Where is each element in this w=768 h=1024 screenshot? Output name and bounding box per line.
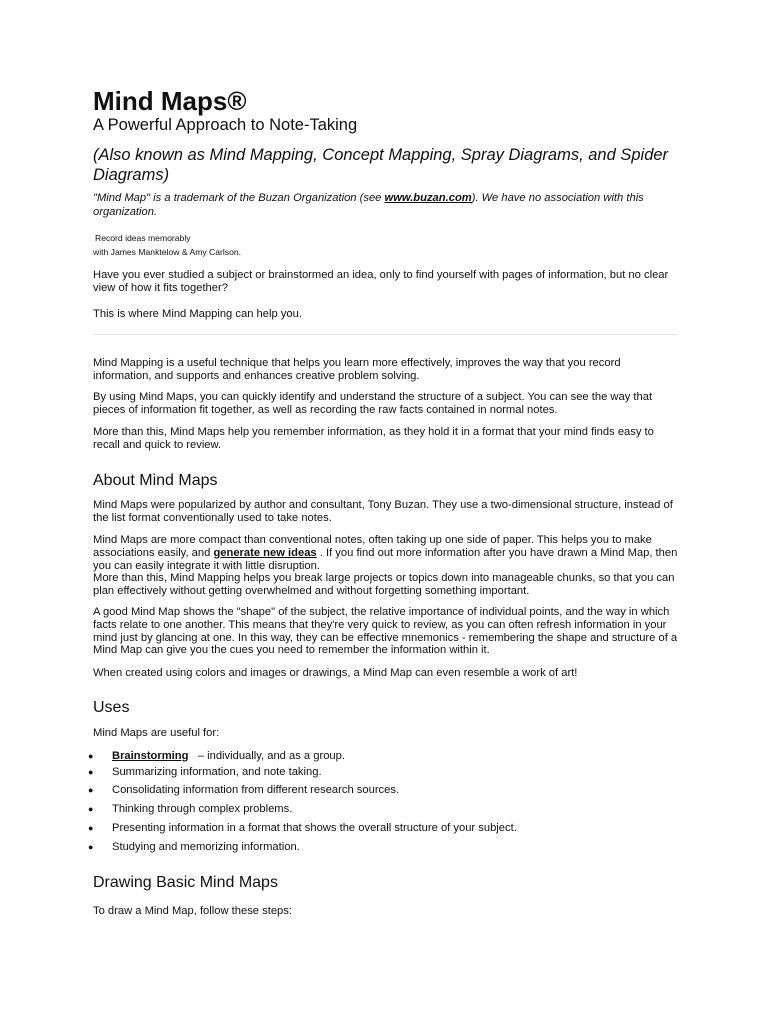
drawing-intro: To draw a Mind Map, follow these steps: xyxy=(93,905,292,917)
document-subtitle: A Powerful Approach to Note-Taking xyxy=(93,116,358,134)
also-known-as: (Also known as Mind Mapping, Concept Mapping, Spray Diagrams, and Spider Diagrams) xyxy=(93,146,669,184)
section-divider xyxy=(93,334,678,335)
bullet-icon: ● xyxy=(88,823,94,833)
intro-paragraph-2: This is where Mind Mapping can help you. xyxy=(93,308,302,320)
about-paragraph-4: When created using colors and images or drawings, a Mind Map can even resemble a work of art! xyxy=(93,667,578,679)
list-item-text: Presenting information in a format that shows the overall structure of your subject. xyxy=(112,822,517,834)
list-item-text: Studying and memorizing information. xyxy=(112,841,300,853)
brainstorming-link[interactable]: Brainstorming xyxy=(112,750,189,762)
byline-tagline: Record ideas memorably xyxy=(95,233,191,243)
about-paragraph-2 xyxy=(93,534,678,572)
bullet-icon: ● xyxy=(88,767,94,777)
byline-authors: with James Manktelow & Amy Carlson. xyxy=(93,247,242,257)
about-paragraph-2-after: . If you find out more information after you have drawn a Mind Map, then you can easily integrate it with little disruption. xyxy=(93,546,678,572)
document-title: Mind Maps® xyxy=(93,86,247,116)
bullet-icon: ● xyxy=(88,842,94,852)
drawing-heading: Drawing Basic Mind Maps xyxy=(93,874,278,891)
trademark-text-after: ). We have no association with this organization. xyxy=(93,192,644,218)
list-item-text: Consolidating information from different research sources. xyxy=(112,784,400,796)
uses-heading: Uses xyxy=(93,699,130,716)
body-paragraph-1: Mind Mapping is a useful technique that helps you learn more effectively, improves the way that you record information, and supports and enhances creative problem solving. xyxy=(93,357,621,382)
body-paragraph-2: By using Mind Maps, you can quickly identify and understand the structure of a subject. You can see the way that pieces of information fit together, as well as recording the raw facts contained in normal notes. xyxy=(93,391,653,416)
about-paragraph-3: A good Mind Map shows the "shape" of the subject, the relative importance of individual points, and the way in which facts relate to one another. This means that they're very quick to review, as you can often refresh information in your mind just by glancing at one. In this way, they can be effective mnemonics - remembering the shape and structure of a Mind Map can give you the cues you need to remember the information within it. xyxy=(93,606,678,657)
list-item-rest: – individually, and as a group. xyxy=(188,750,345,762)
intro-paragraph-1: Have you ever studied a subject or brainstormed an idea, only to find yourself with pages of information, but no clear view of how it fits together? xyxy=(93,269,669,294)
body-paragraph-3: More than this, Mind Maps help you remember information, as they hold it in a format that your mind finds easy to recall and quick to review. xyxy=(93,426,654,451)
generate-new-ideas-link[interactable]: generate new ideas xyxy=(213,546,317,559)
trademark-note xyxy=(93,191,678,219)
bullet-icon: ● xyxy=(88,751,94,761)
buzan-link[interactable]: www.buzan.com xyxy=(384,192,472,204)
trademark-text-before: "Mind Map" is a trademark of the Buzan Organization (see xyxy=(93,192,385,204)
list-item-text xyxy=(112,750,345,763)
uses-intro: Mind Maps are useful for: xyxy=(93,727,220,739)
list-item-text: Summarizing information, and note taking. xyxy=(112,766,322,778)
list-item-text: Thinking through complex problems. xyxy=(112,803,293,815)
about-paragraph-2-before: Mind Maps are more compact than conventional notes, often taking up one side of paper. This helps you to make associations easily, and xyxy=(93,534,652,559)
about-paragraph-2b: More than this, Mind Mapping helps you break large projects or topics down into manageable chunks, so that you can plan effectively without getting overwhelmed and without forgetting something important. xyxy=(93,572,675,597)
bullet-icon: ● xyxy=(88,804,94,814)
about-heading: About Mind Maps xyxy=(93,472,218,489)
about-paragraph-1: Mind Maps were popularized by author and consultant, Tony Buzan. They use a two-dimensional structure, instead of the list format conventionally used to take notes. xyxy=(93,499,673,524)
bullet-icon: ● xyxy=(88,785,94,795)
